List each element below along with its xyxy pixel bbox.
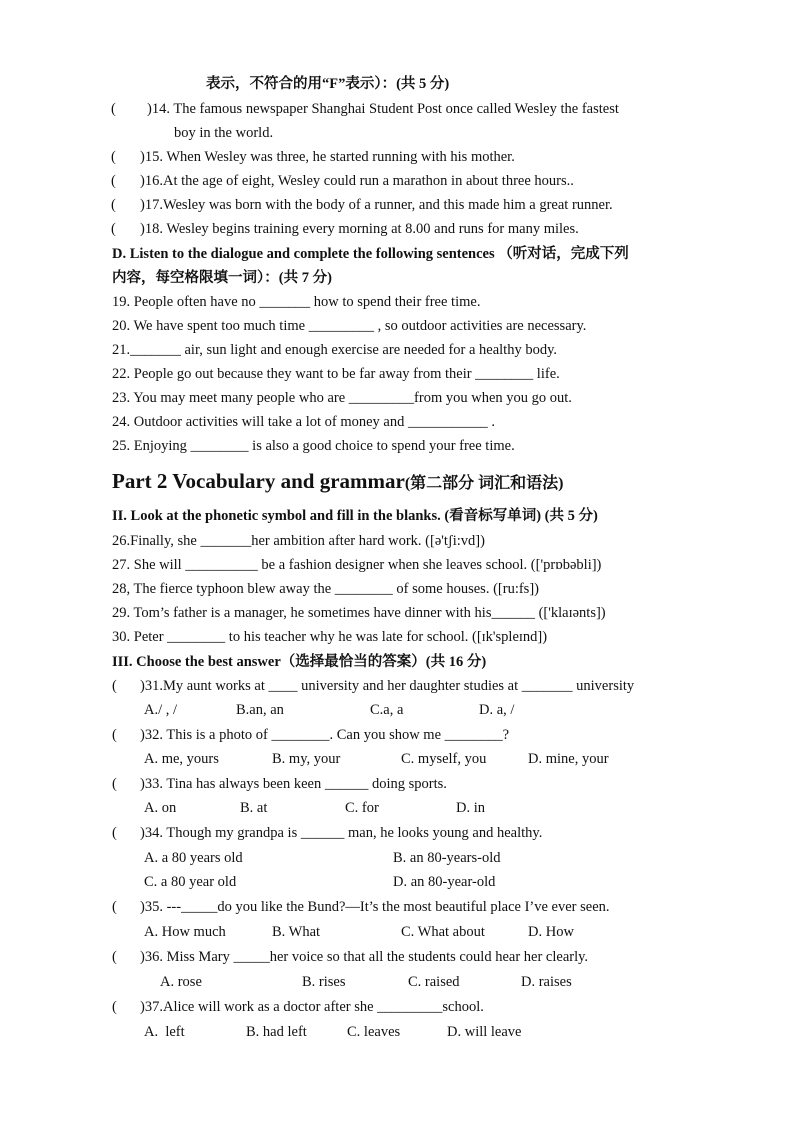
item-text: Wesley begins training every morning at 8.00 and runs for many miles. (166, 221, 579, 237)
mc-question-37 (140, 997, 484, 1017)
question-number: )36. (140, 949, 163, 965)
section-d-title: D. Listen to the dialogue and complete the following sentences （听对话，完成下列 (112, 246, 629, 262)
part-2-subtitle: (第二部分 词汇和语法) (404, 475, 564, 492)
phonetic-item-29: 29. Tom’s father is a manager, he sometimes have dinner with his______ (['klaɪənts]) (112, 605, 606, 621)
answer-bracket-37: ( (112, 999, 117, 1015)
option-d: D. mine, your (528, 751, 609, 767)
mc-question-32 (140, 725, 509, 745)
phonetic-item-26: 26.Finally, she _______her ambition after hard work. ([ə'tʃi:vd]) (112, 533, 485, 549)
part-2-title: Part 2 Vocabulary and grammar (112, 469, 405, 493)
fill-item-21: 21._______ air, sun light and enough exercise are needed for a healthy body. (112, 342, 558, 358)
part-2-heading (112, 468, 564, 497)
option-b: B. an 80-years-old (393, 850, 501, 866)
answer-bracket-33: ( (112, 776, 117, 792)
answer-bracket-17: ( (111, 197, 116, 213)
item-text: When Wesley was three, he started running with his mother. (166, 149, 515, 165)
option-c: C. myself, you (401, 751, 487, 767)
section-d-title-cont: 内容，每空格限填一词）：(共 7 分) (112, 270, 332, 286)
option-b: B. had left (246, 1024, 307, 1040)
question-number: )33. (140, 776, 163, 792)
question-stem: Though my grandpa is ______ man, he looks young and healthy. (166, 825, 543, 841)
item-text: Wesley was born with the body of a runner, and this made him a great runner. (162, 197, 613, 213)
mc-question-33 (140, 774, 447, 794)
option-c: C. a 80 year old (144, 874, 237, 890)
option-d: D. will leave (447, 1024, 522, 1040)
item-number: )18. (140, 221, 163, 237)
option-a: A./ , / (144, 702, 178, 718)
answer-bracket-14: ( (111, 101, 116, 117)
tf-item-16 (140, 171, 574, 191)
question-number: )35. (140, 899, 163, 915)
item-text: The famous newspaper Shanghai Student Post once called Wesley the fastest (173, 101, 619, 117)
option-d: D. a, / (479, 702, 515, 718)
fill-item-22: 22. People go out because they want to be far away from their ________ life. (112, 366, 560, 382)
fill-item-24: 24. Outdoor activities will take a lot of money and ___________ . (112, 414, 495, 430)
option-d: D. an 80-year-old (393, 874, 496, 890)
option-c: C. for (345, 800, 379, 816)
answer-bracket-18: ( (111, 221, 116, 237)
question-number: )31. (140, 678, 163, 694)
option-a: A. rose (160, 974, 202, 990)
mc-question-36 (140, 947, 588, 967)
option-c: C. What about (401, 924, 485, 940)
mc-question-35 (140, 897, 610, 917)
answer-bracket-34: ( (112, 825, 117, 841)
option-b: B. at (240, 800, 268, 816)
option-a: A. a 80 years old (144, 850, 243, 866)
answer-bracket-35: ( (112, 899, 117, 915)
item-number: )14. (147, 101, 170, 117)
item-number: )16. (140, 173, 163, 189)
item-number: )17. (140, 197, 163, 213)
fill-item-25: 25. Enjoying ________ is also a good choice to spend your free time. (112, 438, 515, 454)
option-d: D. How (528, 924, 574, 940)
instruction-tail: 表示，不符合的用“F”表示）：(共 5 分) (206, 76, 450, 92)
answer-bracket-15: ( (111, 149, 116, 165)
question-stem: Miss Mary _____her voice so that all the students could hear her clearly. (166, 949, 589, 965)
question-stem: Tina has always been keen ______ doing sports. (166, 776, 447, 792)
question-number: )37. (140, 999, 163, 1015)
option-b: B. What (272, 924, 321, 940)
option-a: A. me, yours (144, 751, 219, 767)
question-stem: My aunt works at ____ university and her daughter studies at _______ university (162, 678, 635, 694)
option-b: B. rises (302, 974, 346, 990)
option-a: A. on (144, 800, 177, 816)
question-stem: ---_____do you like the Bund?—It’s the most beautiful place I’ve ever seen. (166, 899, 610, 915)
fill-item-19: 19. People often have no _______ how to spend their free time. (112, 294, 481, 310)
tf-item-14 (147, 99, 619, 119)
option-d: D. raises (521, 974, 572, 990)
phonetic-item-28: 28, The fierce typhoon blew away the ________ of some houses. ([ru:fs]) (112, 581, 539, 597)
fill-item-20: 20. We have spent too much time _________ , so outdoor activities are necessary. (112, 318, 587, 334)
section-ii-title: II. Look at the phonetic symbol and fill in the blanks. (看音标写单词) (共 5 分) (112, 508, 598, 524)
tf-item-18 (140, 219, 579, 239)
phonetic-item-30: 30. Peter ________ to his teacher why he was late for school. ([ɪk'spleɪnd]) (112, 629, 548, 645)
option-c: C.a, a (370, 702, 404, 718)
question-stem: This is a photo of ________. Can you show me ________? (166, 727, 510, 743)
mc-question-34 (140, 823, 542, 843)
option-b: B. my, your (272, 751, 341, 767)
option-c: C. raised (408, 974, 460, 990)
question-stem: Alice will work as a doctor after she _________school. (162, 999, 484, 1015)
phonetic-item-27: 27. She will __________ be a fashion designer when she leaves school. (['prɒbəbli]) (112, 557, 602, 573)
option-d: D. in (456, 800, 485, 816)
tf-item-14-cont: boy in the world. (174, 125, 274, 141)
question-number: )34. (140, 825, 163, 841)
answer-bracket-32: ( (112, 727, 117, 743)
fill-item-23: 23. You may meet many people who are _________from you when you go out. (112, 390, 572, 406)
tf-item-15 (140, 147, 515, 167)
item-number: )15. (140, 149, 163, 165)
answer-bracket-16: ( (111, 173, 116, 189)
tf-item-17 (140, 195, 613, 215)
option-a: A. left (144, 1024, 185, 1040)
answer-bracket-36: ( (112, 949, 117, 965)
option-b: B.an, an (236, 702, 284, 718)
answer-bracket-31: ( (112, 678, 117, 694)
mc-question-31 (140, 676, 634, 696)
option-a: A. How much (144, 924, 226, 940)
item-text: At the age of eight, Wesley could run a marathon in about three hours.. (162, 173, 574, 189)
question-number: )32. (140, 727, 163, 743)
section-iii-title: III. Choose the best answer（选择最恰当的答案）(共 16 分) (112, 654, 487, 670)
option-c: C. leaves (347, 1024, 401, 1040)
